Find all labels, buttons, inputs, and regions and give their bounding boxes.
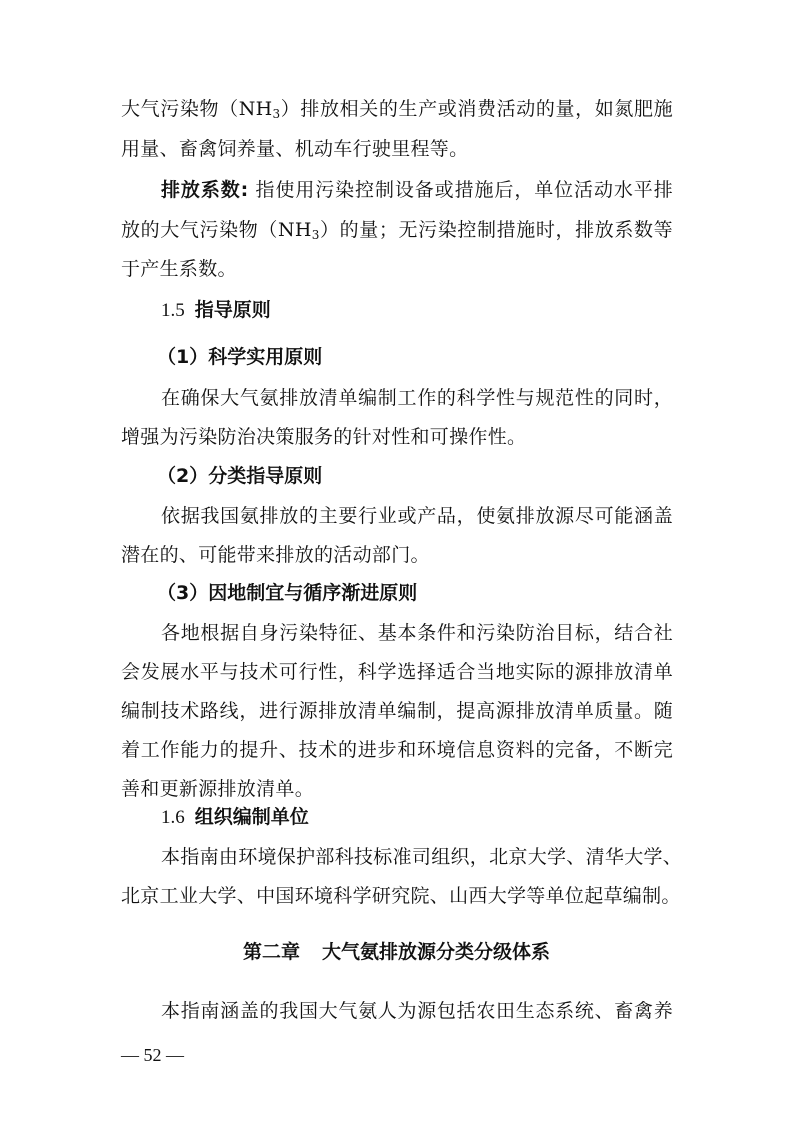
body-text-line: 着工作能力的提升、技术的进步和环境信息资料的完备，不断完 — [121, 739, 673, 761]
definition-emission-factor: 排放系数: 指使用污染控制设备或措施后，单位活动水平排 — [161, 179, 673, 201]
principle-heading-1: （1）科学实用原则 — [157, 346, 323, 368]
body-text-line: 依据我国氨排放的主要行业或产品，使氨排放源尽可能涵盖 — [161, 505, 673, 527]
body-text-line: 在确保大气氨排放清单编制工作的科学性与规范性的同时， — [161, 387, 673, 409]
chapter-label: 第二章 — [242, 941, 300, 963]
body-text-line: 北京工业大学、中国环境科学研究院、山西大学等单位起草编制。 — [121, 885, 681, 907]
page-number: — 52 — — [121, 1045, 184, 1065]
principle-heading-2: （2）分类指导原则 — [157, 465, 323, 487]
section-title: 指导原则 — [194, 299, 271, 321]
chapter-title: 大气氨排放源分类分级体系 — [322, 941, 551, 963]
body-text-line: 善和更新源排放清单。 — [121, 778, 315, 800]
body-text-line: 放的大气污染物$(NH_3)$的量；无污染控制措施时，排放系数等 — [121, 219, 673, 242]
principle-heading-3: （3）因地制宜与循序渐进原则 — [157, 582, 418, 604]
body-text-line: 潜在的、可能带来排放的活动部门。 — [121, 544, 430, 566]
chapter-heading-2 — [0, 940, 793, 964]
body-text-line: 编制技术路线，进行源排放清单编制，提高源排放清单质量。随 — [121, 700, 673, 722]
body-text-line: 大气污染物$(NH_3)$排放相关的生产或消费活动的量，如氮肥施 — [121, 98, 673, 121]
body-text-line: 增强为污染防治决策服务的针对性和可操作性。 — [121, 426, 527, 448]
body-text-line: 会发展水平与技术可行性，科学选择适合当地实际的源排放清单 — [121, 661, 673, 683]
body-text-line: 本指南涵盖的我国大气氨人为源包括农田生态系统、畜禽养 — [161, 1000, 673, 1022]
section-number: 1.6 — [161, 807, 185, 828]
section-heading-1-5 — [161, 298, 271, 323]
definition-term: 排放系数: — [161, 179, 249, 201]
body-text-line: 各地根据自身污染特征、基本条件和污染防治目标，结合社 — [161, 622, 673, 644]
body-text-line: 本指南由环境保护部科技标准司组织，北京大学、清华大学、 — [161, 846, 683, 868]
section-heading-1-6 — [161, 805, 309, 830]
section-title: 组织编制单位 — [194, 806, 309, 828]
section-number: 1.5 — [161, 300, 185, 321]
body-text-line: 于产生系数。 — [121, 258, 237, 280]
body-text-line: 用量、畜禽饲养量、机动车行驶里程等。 — [121, 138, 469, 160]
